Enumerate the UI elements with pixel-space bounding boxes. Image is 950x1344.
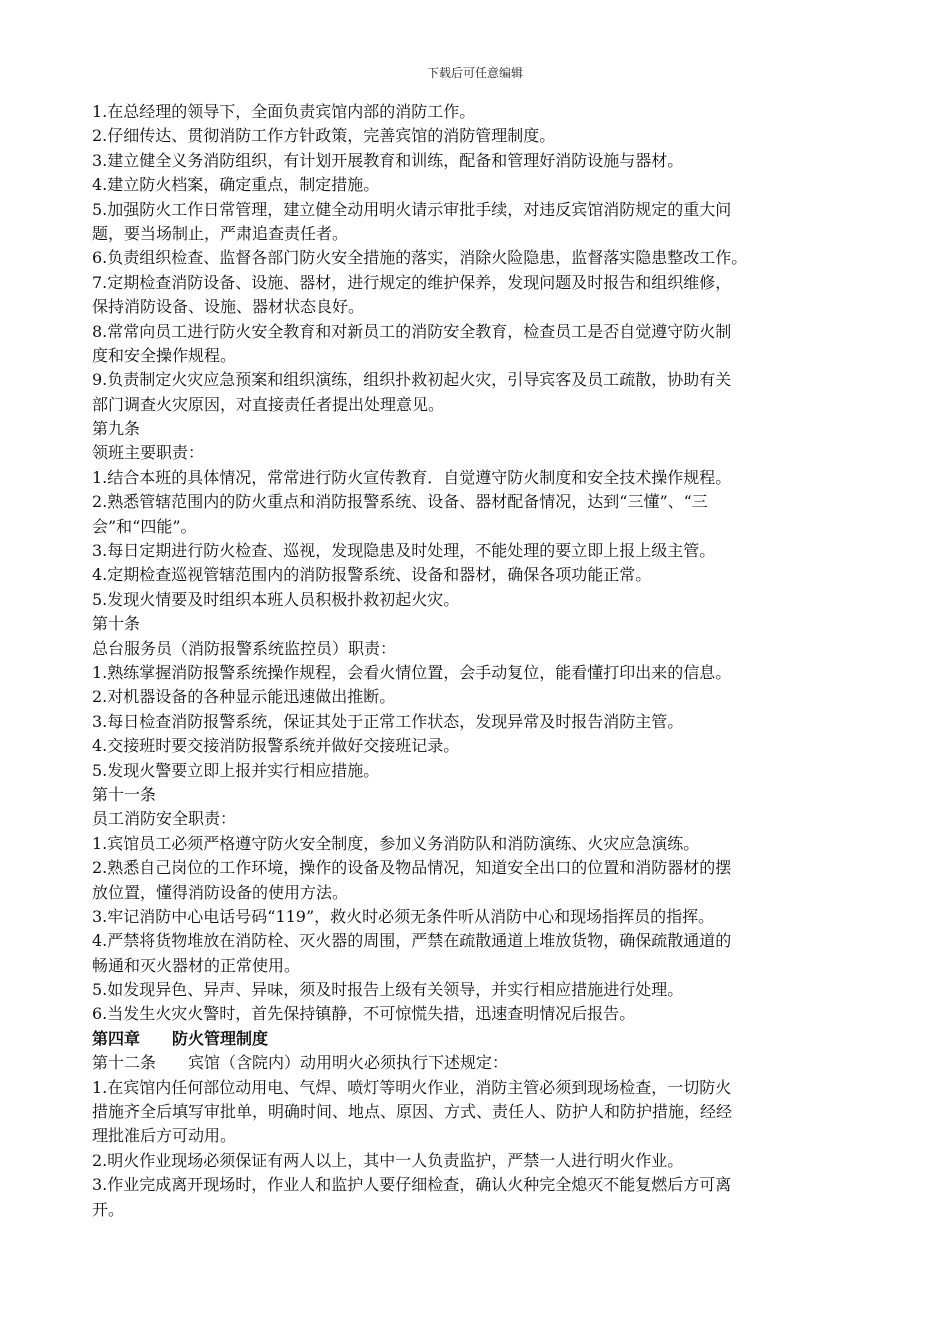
text-line: 5.如发现异色、异声、异味，须及时报告上级有关领导，并实行相应措施进行处理。 (92, 980, 684, 1000)
text-line: 5.加强防火工作日常管理，建立健全动用明火请示审批手续，对违反宾馆消防规定的重大问 (92, 199, 732, 219)
text-line: 2.对机器设备的各种显示能迅速做出推断。 (92, 687, 396, 707)
article-12-label: 第十二条 (92, 1053, 157, 1073)
section-label: 总台服务员（消防报警系统监控员）职责： (92, 638, 397, 658)
text-line: 1.熟练掌握消防报警系统操作规程，会看火情位置，会手动复位，能看懂打印出来的信息。 (92, 662, 732, 682)
chapter-number: 第四章 (92, 1028, 141, 1048)
text-line: 畅通和灭火器材的正常使用。 (92, 955, 301, 975)
text-line: 4.交接班时要交接消防报警系统并做好交接班记录。 (92, 736, 460, 756)
article-heading: 第十一条 (92, 784, 157, 804)
text-line: 度和安全操作规程。 (92, 345, 237, 365)
text-line: 部门调查火灾原因，对直接责任者提出处理意见。 (92, 394, 445, 414)
text-line: 2.熟悉自己岗位的工作环境，操作的设备及物品情况，知道安全出口的位置和消防器材的摆 (92, 858, 732, 878)
text-line: 7.定期检查消防设备、设施、器材，进行规定的维护保养，发现问题及时报告和组织维修， (92, 272, 732, 292)
text-line: 3.每日定期进行防火检查、巡视，发现隐患及时处理，不能处理的要立即上报上级主管。 (92, 541, 716, 561)
text-line: 5.发现火警要立即上报并实行相应措施。 (92, 760, 380, 780)
text-line: 6.当发生火灾火警时，首先保持镇静，不可惊慌失措，迅速查明情况后报告。 (92, 1004, 636, 1024)
text-line: 措施齐全后填写审批单，明确时间、地点、原因、方式、责任人、防护人和防护措施，经经 (92, 1102, 733, 1122)
text-line: 1.宾馆员工必须严格遵守防火安全制度，参加义务消防队和消防演练、火灾应急演练。 (92, 833, 700, 853)
text-line: 2.熟悉管辖范围内的防火重点和消防报警系统、设备、器材配备情况，达到“三懂”、“三 (92, 492, 708, 512)
text-line: 4.严禁将货物堆放在消防栓、灭火器的周围，严禁在疏散通道上堆放货物，确保疏散通道的 (92, 931, 732, 951)
text-line: 1.在总经理的领导下，全面负责宾馆内部的消防工作。 (92, 102, 476, 121)
text-line: 理批准后方可动用。 (92, 1126, 237, 1146)
text-line: 4.建立防火档案，确定重点，制定措施。 (92, 175, 380, 195)
text-line: 放位置，懂得消防设备的使用方法。 (92, 882, 349, 902)
article-heading: 第十条 (92, 614, 141, 634)
text-line: 1.结合本班的具体情况，常常进行防火宣传教育．自觉遵守防火制度和安全技术操作规程。 (92, 467, 732, 487)
article-12-text: 宾馆（含院内）动用明火必须执行下述规定： (188, 1053, 509, 1073)
text-line: 3.每日检查消防报警系统，保证其处于正常工作状态，发现异常及时报告消防主管。 (92, 711, 684, 731)
document-body (92, 100, 867, 1222)
text-line: 会”和“四能”。 (92, 516, 197, 536)
text-line: 4.定期检查巡视管辖范围内的消防报警系统、设备和器材，确保各项功能正常。 (92, 565, 652, 585)
text-line: 8.常常向员工进行防火安全教育和对新员工的消防安全教育，检查员工是否自觉遵守防火制 (92, 321, 732, 341)
article-heading: 第九条 (92, 419, 141, 439)
text-line: 题，要当场制止，严肃追查责任者。 (92, 223, 349, 243)
chapter-heading (92, 1027, 867, 1051)
text-line: 2.仔细传达、贯彻消防工作方针政策，完善宾馆的消防管理制度。 (92, 126, 556, 146)
text-line: 5.发现火情要及时组织本班人员积极扑救初起火灾。 (92, 589, 460, 609)
chapter-title: 防火管理制度 (172, 1028, 269, 1048)
text-line: 保持消防设备、设施、器材状态良好。 (92, 297, 365, 317)
text-line: 3.建立健全义务消防组织，有计划开展教育和训练，配备和管理好消防设施与器材。 (92, 150, 684, 170)
page-header-note: 下载后可任意编辑 (426, 66, 523, 80)
text-line: 3.牢记消防中心电话号码“119”，救火时必须无条件听从消防中心和现场指挥员的指挥。 (92, 906, 715, 926)
section-label: 员工消防安全职责： (92, 809, 237, 829)
section-label: 领班主要职责： (92, 443, 205, 463)
text-line: 2.明火作业现场必须保证有两人以上，其中一人负责监护，严禁一人进行明火作业。 (92, 1150, 684, 1170)
text-line: 3.作业完成离开现场时，作业人和监护人要仔细检查，确认火种完全熄灭不能复燃后方可离 (92, 1175, 732, 1195)
article-12-line (92, 1051, 867, 1075)
text-line: 6.负责组织检查、监督各部门防火安全措施的落实，消除火险隐患，监督落实隐患整改工作。 (92, 248, 748, 268)
text-line: 1.在宾馆内任何部位动用电、气焊、喷灯等明火作业，消防主管必须到现场检查，一切防火 (92, 1077, 732, 1097)
text-line: 开。 (92, 1199, 125, 1219)
text-line: 9.负责制定火灾应急预案和组织演练，组织扑救初起火灾，引导宾客及员工疏散，协助有关 (92, 370, 732, 390)
